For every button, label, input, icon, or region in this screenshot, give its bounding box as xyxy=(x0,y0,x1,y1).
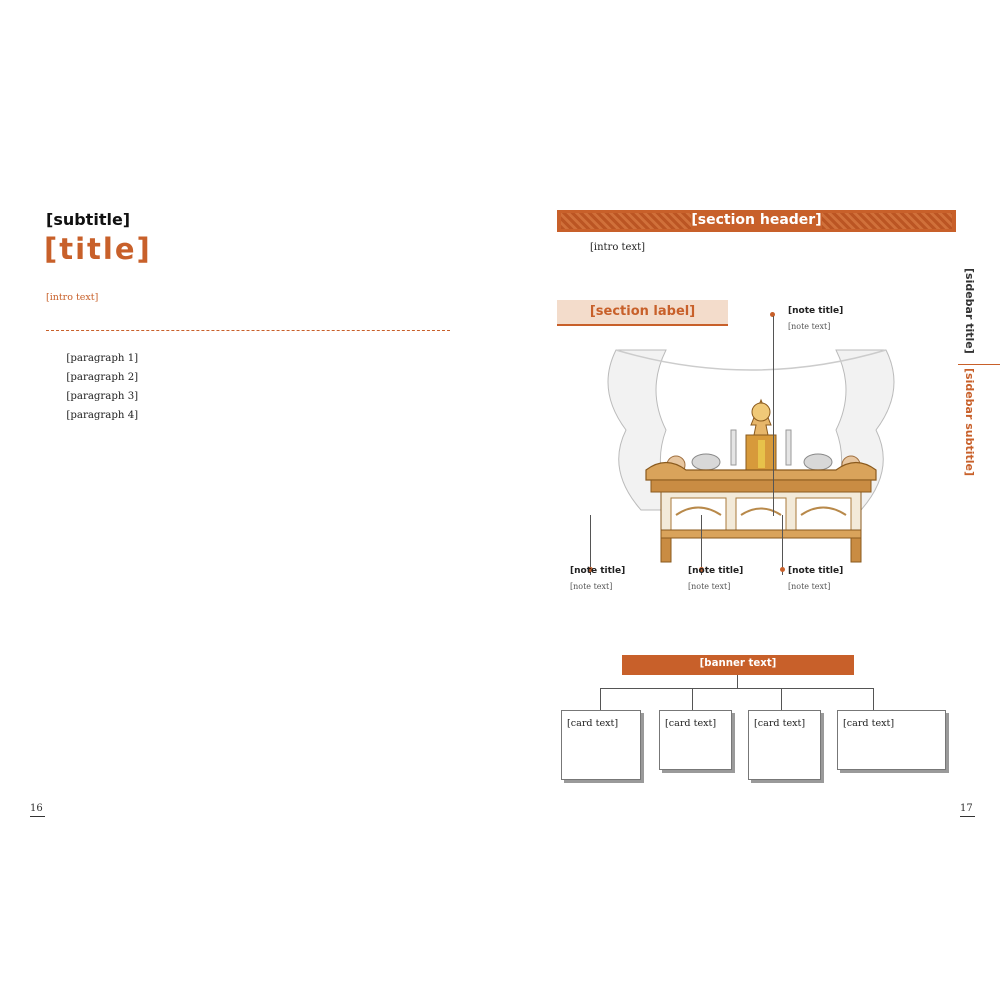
tree-line xyxy=(781,688,782,710)
note-body-mi: [note text] xyxy=(570,582,613,591)
sutra-banner-text: [banner text] xyxy=(699,658,777,669)
sidebar-chapter: [sidebar title] xyxy=(963,268,976,354)
tree-line xyxy=(873,688,874,710)
info-card: [card text] xyxy=(561,710,641,780)
body-text xyxy=(46,349,450,425)
section-header-bar xyxy=(557,210,956,232)
note-title-weishi: [note title] xyxy=(688,566,744,576)
body-paragraph: [paragraph 3] xyxy=(66,391,139,402)
page-title: [title] xyxy=(44,232,152,266)
sutra-banner xyxy=(622,655,854,675)
diagram-label: [section label] xyxy=(589,304,696,319)
tree-line xyxy=(600,688,601,710)
diagram-label-box xyxy=(557,300,728,326)
info-card: [card text] xyxy=(837,710,946,770)
callout-line xyxy=(773,316,774,516)
buddhist-altar-icon xyxy=(556,330,956,570)
sidebar-rule xyxy=(958,364,1000,365)
note-body-top: [note text] xyxy=(788,322,831,331)
body-paragraph: [paragraph 1] xyxy=(66,353,139,364)
page-number-right: 17 xyxy=(960,803,973,814)
callout-line xyxy=(782,515,783,575)
note-title-bore: [note title] xyxy=(788,566,844,576)
tree-line xyxy=(692,688,693,710)
sidebar-section: [sidebar subtitle] xyxy=(963,368,976,477)
tree-line xyxy=(600,688,873,689)
body-paragraph: [paragraph 4] xyxy=(66,410,139,421)
info-card: [card text] xyxy=(748,710,821,780)
section-header-title: [section header] xyxy=(691,212,822,228)
info-card: [card text] xyxy=(659,710,732,770)
note-title-top: [note title] xyxy=(788,306,844,316)
intro-text: [intro text] xyxy=(46,292,99,303)
tree-line xyxy=(737,675,738,688)
page-number-rule xyxy=(960,816,975,817)
body-paragraph: [paragraph 2] xyxy=(66,372,139,383)
page-number-left: 16 xyxy=(30,803,43,814)
right-intro-text: [intro text] xyxy=(590,242,646,253)
note-body-weishi: [note text] xyxy=(688,582,731,591)
intro-divider xyxy=(46,330,450,331)
chapter-subtitle: [subtitle] xyxy=(46,210,131,229)
note-title-mi: [note title] xyxy=(570,566,626,576)
callout-dot xyxy=(780,567,785,572)
note-body-bore: [note text] xyxy=(788,582,831,591)
page-number-rule xyxy=(30,816,45,817)
